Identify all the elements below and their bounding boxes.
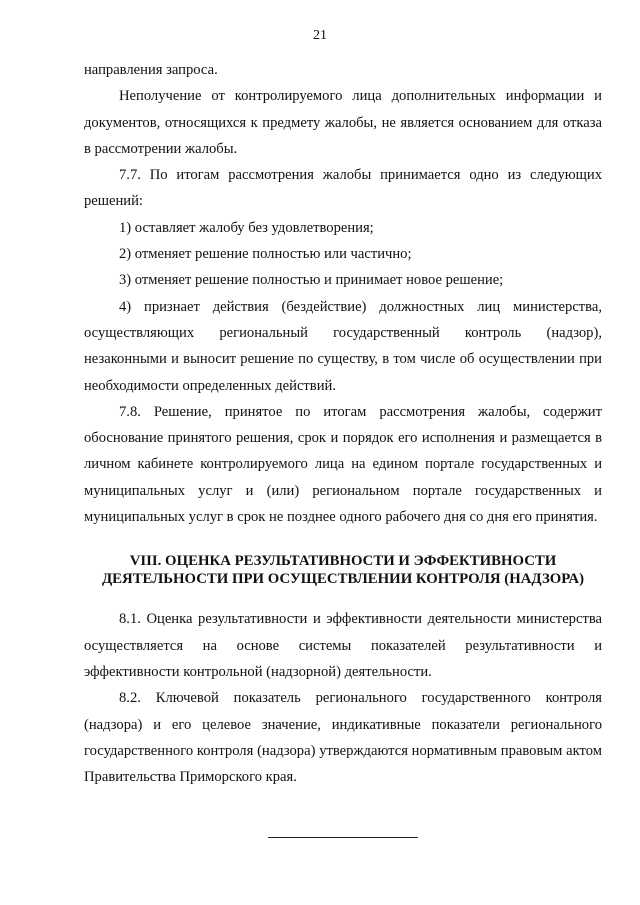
page-number: 21	[313, 28, 327, 43]
paragraph-8-2: 8.2. Ключевой показатель регионального государственного контроля (надзора) и его целевое значение, индикативные показатели регионального государственного контроля (надзора) утверждаются нормативным правовым актом Правительства Приморского края.	[84, 690, 602, 786]
list-item-1: 1) оставляет жалобу без удовлетворения;	[119, 219, 374, 236]
paragraph-7-7: 7.7. По итогам рассмотрения жалобы принимается одно из следующих решений:	[84, 167, 602, 210]
list-item-3: 3) отменяет решение полностью и принимает новое решение;	[119, 272, 504, 289]
list-item-2: 2) отменяет решение полностью или частично;	[119, 246, 412, 263]
paragraph-8-1: 8.1. Оценка результативности и эффективности деятельности министерства осуществляется на основе системы показателей результативности и эффективности контрольной (надзорной) деятельности.	[84, 611, 602, 680]
list-item-4: 4) признает действия (бездействие) должностных лиц министерства, осуществляющих региональный государственный контроль (надзор), незаконными и выносит решение по существу, в том числе об осуществлении при необходимости определенных действий.	[84, 298, 602, 394]
paragraph-continuation: направления запроса.	[84, 62, 218, 78]
section-heading-line-2: ДЕЯТЕЛЬНОСТИ ПРИ ОСУЩЕСТВЛЕНИИ КОНТРОЛЯ (НАДЗОРА)	[101, 571, 585, 588]
paragraph-7-8: 7.8. Решение, принятое по итогам рассмотрения жалобы, содержит обоснование принятого решения, срок и порядок его исполнения и размещается в личном кабинете контролируемого лица на едином портале государственных и муниципальных услуг и (или) региональном портале государственных и муниципальных услуг в срок не позднее одного рабочего дня со дня его принятия.	[84, 403, 602, 526]
paragraph-non-receipt: Неполучение от контролируемого лица дополнительных информации и документов, относящихся к предмету жалобы, не является основанием для отказа в рассмотрении жалобы.	[84, 88, 602, 157]
section-heading-viii	[84, 552, 602, 588]
document-body	[84, 57, 602, 790]
closing-separator-line	[268, 837, 418, 838]
section-heading-line-1: VIII. ОЦЕНКА РЕЗУЛЬТАТИВНОСТИ И ЭФФЕКТИВНОСТИ	[129, 553, 557, 570]
